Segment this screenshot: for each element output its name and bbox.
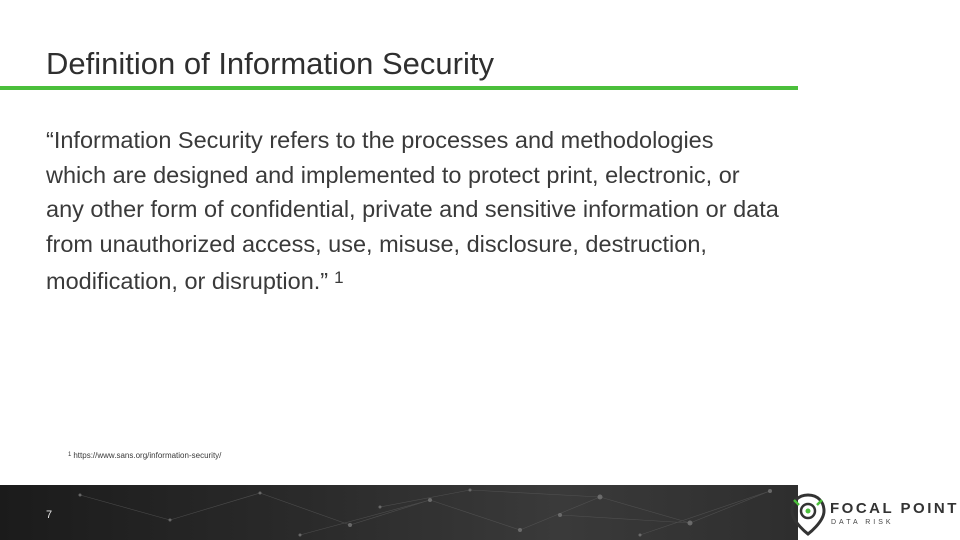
definition-quote — [46, 123, 936, 299]
network-pattern-decoration — [0, 485, 798, 540]
logo-wordmark: FOCAL POINT — [830, 500, 959, 517]
quote-line: which are designed and implemented to protect print, electronic, or — [46, 161, 740, 188]
footnote-reference: 1 — [334, 268, 344, 287]
page-number: 7 — [46, 509, 53, 521]
quote-line: any other form of confidential, private and sensitive information or data — [46, 196, 779, 222]
footnote-mark: 1 — [68, 452, 72, 458]
location-pin-logo-icon — [788, 492, 828, 536]
logo-tagline: DATA RISK — [831, 519, 894, 526]
slide-title: Definition of Information Security — [46, 46, 494, 81]
title-underline — [0, 86, 798, 90]
focal-point-logo — [788, 490, 960, 538]
quote-line-last — [46, 261, 936, 299]
footnote-link[interactable]: https://www.sans.org/information-security/ — [73, 451, 222, 460]
footer-bar — [0, 485, 798, 540]
quote-line: from unauthorized access, use, misuse, disclosure, destruction, — [46, 230, 707, 257]
quote-line-text: modification, or disruption.” — [46, 268, 329, 294]
footnote — [68, 451, 221, 460]
quote-line: “Information Security refers to the processes and methodologies — [46, 127, 714, 153]
